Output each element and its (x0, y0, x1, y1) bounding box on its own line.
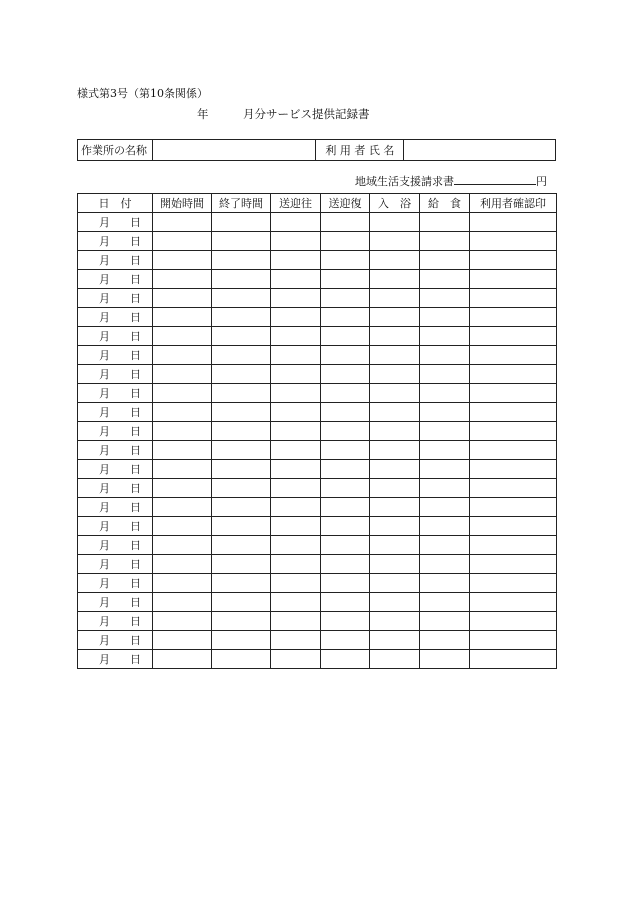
month-label: 月 (99, 387, 110, 400)
pickup-cell[interactable] (271, 346, 321, 365)
day-label: 日 (130, 216, 141, 229)
user-seal-cell[interactable] (470, 498, 557, 517)
meal-cell[interactable] (420, 498, 470, 517)
meal-cell[interactable] (420, 479, 470, 498)
bath-cell[interactable] (370, 346, 420, 365)
table-row (78, 593, 557, 612)
table-row (78, 251, 557, 270)
table-row (78, 327, 557, 346)
pickup-cell[interactable] (271, 441, 321, 460)
dropoff-cell[interactable] (321, 308, 370, 327)
user-seal-cell[interactable] (470, 460, 557, 479)
start-time-cell[interactable] (153, 251, 212, 270)
user-seal-cell[interactable] (470, 308, 557, 327)
day-label: 日 (130, 653, 141, 666)
dropoff-cell[interactable] (321, 270, 370, 289)
records-table (77, 193, 557, 669)
billing-unit: 円 (536, 175, 547, 188)
header-dropoff: 送迎復 (321, 194, 370, 213)
day-label: 日 (130, 387, 141, 400)
dropoff-cell[interactable] (321, 384, 370, 403)
header-end-time: 終了時間 (212, 194, 271, 213)
day-label: 日 (130, 330, 141, 343)
end-time-cell[interactable] (212, 574, 271, 593)
meal-cell[interactable] (420, 213, 470, 232)
end-time-cell[interactable] (212, 498, 271, 517)
month-label: 月 (99, 425, 110, 438)
user-seal-cell[interactable] (470, 251, 557, 270)
date-cell[interactable] (78, 289, 153, 308)
bath-cell[interactable] (370, 232, 420, 251)
day-label: 日 (130, 577, 141, 590)
day-label: 日 (130, 311, 141, 324)
table-row (78, 384, 557, 403)
date-cell[interactable] (78, 270, 153, 289)
user-seal-cell[interactable] (470, 289, 557, 308)
bath-cell[interactable] (370, 555, 420, 574)
day-label: 日 (130, 615, 141, 628)
end-time-cell[interactable] (212, 593, 271, 612)
start-time-cell[interactable] (153, 422, 212, 441)
month-label: 月 (99, 539, 110, 552)
month-label: 月 (99, 273, 110, 286)
start-time-cell[interactable] (153, 612, 212, 631)
table-row (78, 403, 557, 422)
table-row (78, 631, 557, 650)
day-label: 日 (130, 235, 141, 248)
date-cell[interactable] (78, 460, 153, 479)
dropoff-cell[interactable] (321, 498, 370, 517)
pickup-cell[interactable] (271, 403, 321, 422)
meal-cell[interactable] (420, 308, 470, 327)
pickup-cell[interactable] (271, 232, 321, 251)
date-cell[interactable] (78, 631, 153, 650)
table-row (78, 441, 557, 460)
meal-cell[interactable] (420, 422, 470, 441)
month-label: 月 (99, 292, 110, 305)
date-cell[interactable] (78, 517, 153, 536)
table-row (78, 270, 557, 289)
month-label: 月 (99, 577, 110, 590)
month-label: 月 (99, 596, 110, 609)
title-year: 年 (197, 107, 209, 121)
end-time-cell[interactable] (212, 536, 271, 555)
end-time-cell[interactable] (212, 270, 271, 289)
dropoff-cell[interactable] (321, 327, 370, 346)
user-seal-cell[interactable] (470, 631, 557, 650)
bath-cell[interactable] (370, 213, 420, 232)
bath-cell[interactable] (370, 422, 420, 441)
billing-amount-field[interactable] (454, 172, 536, 185)
month-label: 月 (99, 368, 110, 381)
bath-cell[interactable] (370, 460, 420, 479)
dropoff-cell[interactable] (321, 517, 370, 536)
pickup-cell[interactable] (271, 650, 321, 669)
bath-cell[interactable] (370, 251, 420, 270)
meal-cell[interactable] (420, 555, 470, 574)
pickup-cell[interactable] (271, 460, 321, 479)
date-cell[interactable] (78, 555, 153, 574)
bath-cell[interactable] (370, 365, 420, 384)
dropoff-cell[interactable] (321, 346, 370, 365)
date-cell[interactable] (78, 650, 153, 669)
meal-cell[interactable] (420, 384, 470, 403)
month-label: 月 (99, 501, 110, 514)
bath-cell[interactable] (370, 612, 420, 631)
start-time-cell[interactable] (153, 403, 212, 422)
meal-cell[interactable] (420, 346, 470, 365)
start-time-cell[interactable] (153, 631, 212, 650)
date-cell[interactable] (78, 479, 153, 498)
start-time-cell[interactable] (153, 498, 212, 517)
month-label: 月 (99, 653, 110, 666)
table-row (78, 498, 557, 517)
header-pickup: 送迎往 (271, 194, 321, 213)
day-label: 日 (130, 368, 141, 381)
workplace-field[interactable] (152, 140, 316, 161)
end-time-cell[interactable] (212, 612, 271, 631)
bath-cell[interactable] (370, 517, 420, 536)
date-cell[interactable] (78, 498, 153, 517)
meal-cell[interactable] (420, 251, 470, 270)
day-label: 日 (130, 349, 141, 362)
date-cell[interactable] (78, 612, 153, 631)
dropoff-cell[interactable] (321, 650, 370, 669)
bath-cell[interactable] (370, 403, 420, 422)
user-seal-cell[interactable] (470, 593, 557, 612)
start-time-cell[interactable] (153, 536, 212, 555)
table-row (78, 479, 557, 498)
month-label: 月 (99, 330, 110, 343)
end-time-cell[interactable] (212, 365, 271, 384)
date-cell[interactable] (78, 403, 153, 422)
date-cell[interactable] (78, 346, 153, 365)
bath-cell[interactable] (370, 384, 420, 403)
end-time-cell[interactable] (212, 232, 271, 251)
end-time-cell[interactable] (212, 384, 271, 403)
month-label: 月 (99, 349, 110, 362)
date-cell[interactable] (78, 422, 153, 441)
date-cell[interactable] (78, 232, 153, 251)
dropoff-cell[interactable] (321, 555, 370, 574)
start-time-cell[interactable] (153, 441, 212, 460)
pickup-cell[interactable] (271, 365, 321, 384)
pickup-cell[interactable] (271, 593, 321, 612)
dropoff-cell[interactable] (321, 441, 370, 460)
date-cell[interactable] (78, 536, 153, 555)
user-seal-cell[interactable] (470, 270, 557, 289)
day-label: 日 (130, 558, 141, 571)
user-seal-cell[interactable] (470, 536, 557, 555)
pickup-cell[interactable] (271, 574, 321, 593)
user-seal-cell[interactable] (470, 650, 557, 669)
user-seal-cell[interactable] (470, 517, 557, 536)
table-row (78, 213, 557, 232)
pickup-cell[interactable] (271, 631, 321, 650)
day-label: 日 (130, 292, 141, 305)
month-label: 月 (99, 406, 110, 419)
day-label: 日 (130, 539, 141, 552)
meal-cell[interactable] (420, 650, 470, 669)
date-cell[interactable] (78, 384, 153, 403)
records-body (78, 213, 557, 669)
start-time-cell[interactable] (153, 574, 212, 593)
date-cell[interactable] (78, 213, 153, 232)
start-time-cell[interactable] (153, 346, 212, 365)
workplace-label: 作業所の名称 (78, 140, 153, 161)
pickup-cell[interactable] (271, 289, 321, 308)
day-label: 日 (130, 406, 141, 419)
pickup-cell[interactable] (271, 213, 321, 232)
month-label: 月 (99, 254, 110, 267)
pickup-cell[interactable] (271, 479, 321, 498)
dropoff-cell[interactable] (321, 593, 370, 612)
pickup-cell[interactable] (271, 384, 321, 403)
day-label: 日 (130, 482, 141, 495)
dropoff-cell[interactable] (321, 251, 370, 270)
month-label: 月 (99, 444, 110, 457)
end-time-cell[interactable] (212, 213, 271, 232)
pickup-cell[interactable] (271, 327, 321, 346)
date-cell[interactable] (78, 574, 153, 593)
billing-line (355, 172, 547, 189)
table-row (78, 422, 557, 441)
header-date: 日 付 (78, 194, 153, 213)
meal-cell[interactable] (420, 517, 470, 536)
user-seal-cell[interactable] (470, 327, 557, 346)
dropoff-cell[interactable] (321, 213, 370, 232)
table-row (78, 365, 557, 384)
date-cell[interactable] (78, 327, 153, 346)
table-row (78, 555, 557, 574)
bath-cell[interactable] (370, 479, 420, 498)
dropoff-cell[interactable] (321, 422, 370, 441)
header-meal: 給 食 (420, 194, 470, 213)
user-seal-cell[interactable] (470, 384, 557, 403)
user-seal-cell[interactable] (470, 441, 557, 460)
user-seal-cell[interactable] (470, 232, 557, 251)
meal-cell[interactable] (420, 270, 470, 289)
meal-cell[interactable] (420, 289, 470, 308)
title-text: 月分サービス提供記録書 (243, 107, 370, 121)
user-seal-cell[interactable] (470, 422, 557, 441)
form-number: 様式第3号（第10条関係） (77, 87, 208, 100)
table-row (78, 460, 557, 479)
pickup-cell[interactable] (271, 612, 321, 631)
dropoff-cell[interactable] (321, 289, 370, 308)
table-row (78, 308, 557, 327)
bath-cell[interactable] (370, 441, 420, 460)
end-time-cell[interactable] (212, 289, 271, 308)
day-label: 日 (130, 634, 141, 647)
day-label: 日 (130, 463, 141, 476)
user-seal-cell[interactable] (470, 213, 557, 232)
month-label: 月 (99, 558, 110, 571)
billing-label: 地域生活支援請求書 (355, 175, 454, 188)
date-cell[interactable] (78, 308, 153, 327)
user-seal-cell[interactable] (470, 365, 557, 384)
table-row (78, 650, 557, 669)
end-time-cell[interactable] (212, 327, 271, 346)
month-label: 月 (99, 634, 110, 647)
meal-cell[interactable] (420, 593, 470, 612)
month-label: 月 (99, 235, 110, 248)
pickup-cell[interactable] (271, 498, 321, 517)
bath-cell[interactable] (370, 498, 420, 517)
date-cell[interactable] (78, 593, 153, 612)
pickup-cell[interactable] (271, 251, 321, 270)
meal-cell[interactable] (420, 365, 470, 384)
bath-cell[interactable] (370, 574, 420, 593)
end-time-cell[interactable] (212, 650, 271, 669)
meal-cell[interactable] (420, 441, 470, 460)
day-label: 日 (130, 501, 141, 514)
start-time-cell[interactable] (153, 213, 212, 232)
end-time-cell[interactable] (212, 555, 271, 574)
bath-cell[interactable] (370, 308, 420, 327)
bath-cell[interactable] (370, 270, 420, 289)
table-row (78, 612, 557, 631)
header-bath: 入 浴 (370, 194, 420, 213)
start-time-cell[interactable] (153, 460, 212, 479)
user-seal-cell[interactable] (470, 612, 557, 631)
month-label: 月 (99, 615, 110, 628)
day-label: 日 (130, 425, 141, 438)
end-time-cell[interactable] (212, 251, 271, 270)
table-row (78, 346, 557, 365)
dropoff-cell[interactable] (321, 479, 370, 498)
end-time-cell[interactable] (212, 422, 271, 441)
start-time-cell[interactable] (153, 555, 212, 574)
month-label: 月 (99, 216, 110, 229)
info-table (77, 139, 556, 161)
user-seal-cell[interactable] (470, 574, 557, 593)
end-time-cell[interactable] (212, 517, 271, 536)
day-label: 日 (130, 444, 141, 457)
day-label: 日 (130, 254, 141, 267)
month-label: 月 (99, 463, 110, 476)
start-time-cell[interactable] (153, 479, 212, 498)
pickup-cell[interactable] (271, 517, 321, 536)
dropoff-cell[interactable] (321, 460, 370, 479)
end-time-cell[interactable] (212, 403, 271, 422)
table-row (78, 536, 557, 555)
pickup-cell[interactable] (271, 555, 321, 574)
month-label: 月 (99, 482, 110, 495)
table-row (78, 289, 557, 308)
meal-cell[interactable] (420, 612, 470, 631)
header-row (78, 194, 557, 213)
user-seal-cell[interactable] (470, 555, 557, 574)
date-cell[interactable] (78, 251, 153, 270)
dropoff-cell[interactable] (321, 574, 370, 593)
meal-cell[interactable] (420, 631, 470, 650)
start-time-cell[interactable] (153, 365, 212, 384)
month-label: 月 (99, 520, 110, 533)
start-time-cell[interactable] (153, 289, 212, 308)
meal-cell[interactable] (420, 574, 470, 593)
table-row (78, 517, 557, 536)
start-time-cell[interactable] (153, 308, 212, 327)
bath-cell[interactable] (370, 593, 420, 612)
user-seal-cell[interactable] (470, 346, 557, 365)
table-row (78, 232, 557, 251)
pickup-cell[interactable] (271, 422, 321, 441)
pickup-cell[interactable] (271, 536, 321, 555)
end-time-cell[interactable] (212, 460, 271, 479)
start-time-cell[interactable] (153, 232, 212, 251)
meal-cell[interactable] (420, 460, 470, 479)
table-row (78, 574, 557, 593)
end-time-cell[interactable] (212, 631, 271, 650)
header-start-time: 開始時間 (153, 194, 212, 213)
end-time-cell[interactable] (212, 308, 271, 327)
end-time-cell[interactable] (212, 346, 271, 365)
month-label: 月 (99, 311, 110, 324)
day-label: 日 (130, 273, 141, 286)
bath-cell[interactable] (370, 327, 420, 346)
meal-cell[interactable] (420, 232, 470, 251)
dropoff-cell[interactable] (321, 536, 370, 555)
dropoff-cell[interactable] (321, 232, 370, 251)
start-time-cell[interactable] (153, 650, 212, 669)
bath-cell[interactable] (370, 289, 420, 308)
start-time-cell[interactable] (153, 593, 212, 612)
start-time-cell[interactable] (153, 327, 212, 346)
start-time-cell[interactable] (153, 517, 212, 536)
user-seal-cell[interactable] (470, 479, 557, 498)
header-user-seal: 利用者確認印 (470, 194, 557, 213)
dropoff-cell[interactable] (321, 403, 370, 422)
date-cell[interactable] (78, 365, 153, 384)
end-time-cell[interactable] (212, 479, 271, 498)
dropoff-cell[interactable] (321, 631, 370, 650)
meal-cell[interactable] (420, 327, 470, 346)
meal-cell[interactable] (420, 536, 470, 555)
date-cell[interactable] (78, 441, 153, 460)
dropoff-cell[interactable] (321, 365, 370, 384)
user-name-label: 利 用 者 氏 名 (316, 140, 404, 161)
end-time-cell[interactable] (212, 441, 271, 460)
start-time-cell[interactable] (153, 384, 212, 403)
dropoff-cell[interactable] (321, 612, 370, 631)
bath-cell[interactable] (370, 650, 420, 669)
bath-cell[interactable] (370, 631, 420, 650)
pickup-cell[interactable] (271, 308, 321, 327)
day-label: 日 (130, 596, 141, 609)
day-label: 日 (130, 520, 141, 533)
pickup-cell[interactable] (271, 270, 321, 289)
user-name-field[interactable] (404, 140, 556, 161)
start-time-cell[interactable] (153, 270, 212, 289)
bath-cell[interactable] (370, 536, 420, 555)
user-seal-cell[interactable] (470, 403, 557, 422)
meal-cell[interactable] (420, 403, 470, 422)
